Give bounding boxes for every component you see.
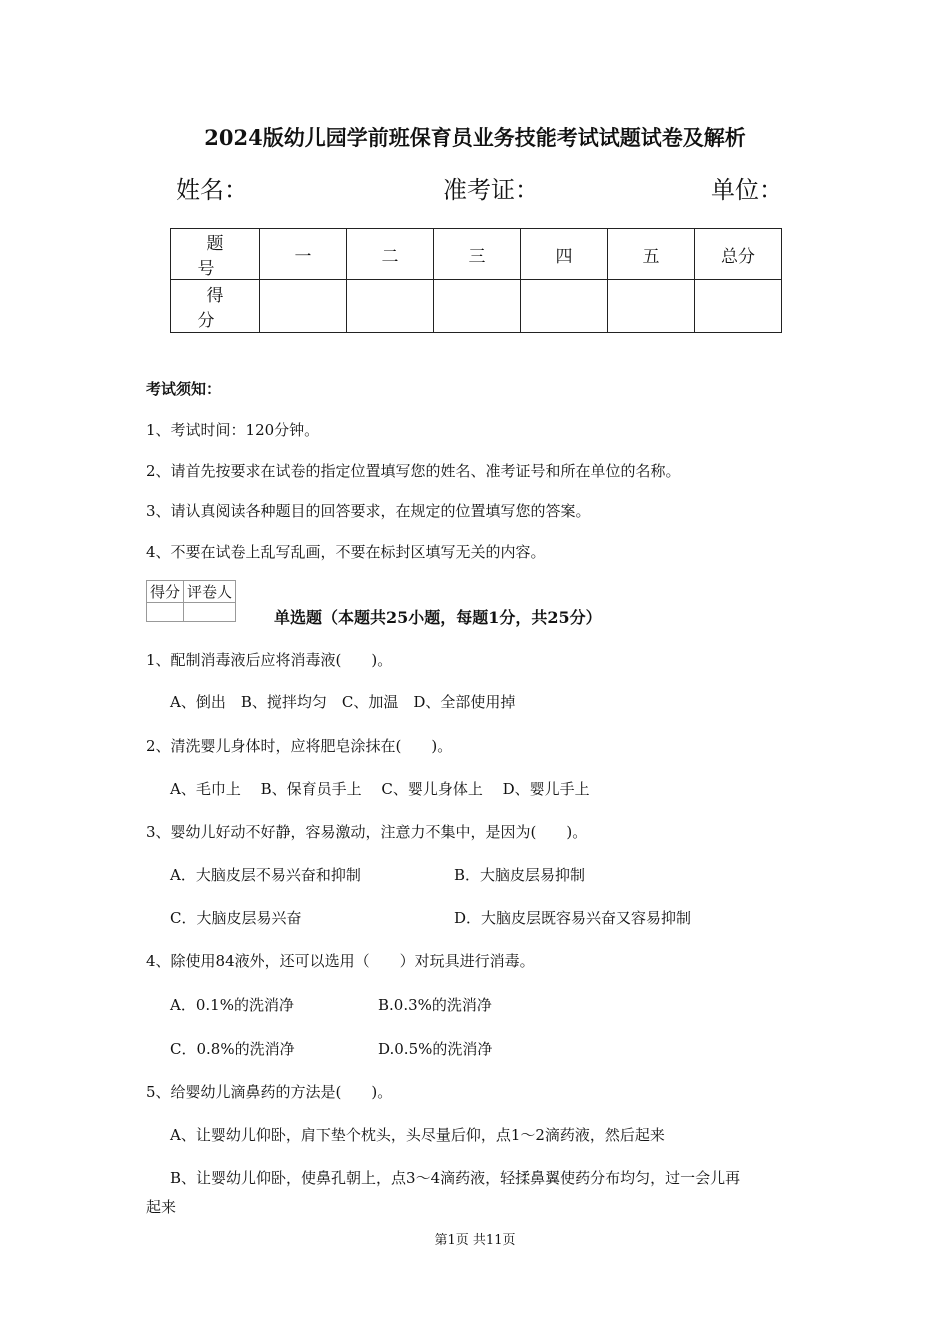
unit-label: 单位： (711, 176, 783, 204)
section-4-header: 四 (521, 229, 608, 280)
option-a: A、让婴幼儿仰卧，肩下垫个枕头，头尽量后仰，点1～2滴药液，然后起来 (170, 1126, 665, 1144)
score-cell[interactable] (695, 280, 782, 333)
section-1-header: 一 (260, 229, 347, 280)
option-a: A．大脑皮层不易兴奋和抑制 (170, 866, 361, 884)
total-score-header: 总分 (695, 229, 782, 280)
score-label: 得 分 (171, 280, 260, 333)
notice-item: 2、请首先按要求在试卷的指定位置填写您的姓名、准考证号和所在单位的名称。 (146, 462, 681, 480)
score-row (171, 280, 782, 333)
section-title: 单选题（本题共25小题，每题1分，共25分） (274, 608, 602, 627)
question-options: A、毛巾上 B、保育员手上 C、婴儿身体上 D、婴儿手上 (170, 780, 590, 798)
grader-name-cell[interactable] (184, 603, 236, 622)
section-5-header: 五 (608, 229, 695, 280)
score-cell[interactable] (434, 280, 521, 333)
option-b-continued: 起来 (146, 1198, 177, 1216)
option-b: B.0.3%的洗消净 (378, 996, 492, 1014)
grader-score-label: 得分 (147, 581, 184, 603)
notice-item: 4、不要在试卷上乱写乱画，不要在标封区填写无关的内容。 (146, 543, 546, 561)
question-stem: 5、给婴幼儿滴鼻药的方法是( )。 (146, 1083, 393, 1101)
grader-box (146, 580, 236, 622)
option-b: B、让婴幼儿仰卧，使鼻孔朝上，点3～4滴药液，轻揉鼻翼使药分布均匀，过一会儿再 (170, 1169, 741, 1187)
score-table-header-row (171, 229, 782, 280)
score-cell[interactable] (608, 280, 695, 333)
question-stem: 2、清洗婴儿身体时，应将肥皂涂抹在( )。 (146, 737, 453, 755)
name-label: 姓名： (176, 176, 248, 204)
score-table (170, 228, 782, 333)
question-number-label: 题 号 (171, 229, 260, 280)
section-3-header: 三 (434, 229, 521, 280)
notice-item: 1、考试时间：120分钟。 (146, 421, 320, 439)
option-a: A．0.1%的洗消净 (170, 996, 294, 1014)
score-cell[interactable] (521, 280, 608, 333)
option-d: D．大脑皮层既容易兴奋又容易抑制 (454, 909, 692, 927)
question-stem: 3、婴幼儿好动不好静，容易激动，注意力不集中，是因为( )。 (146, 823, 588, 841)
option-c: C．大脑皮层易兴奋 (170, 909, 302, 927)
question-stem: 1、配制消毒液后应将消毒液( )。 (146, 651, 393, 669)
score-cell[interactable] (347, 280, 434, 333)
grader-score-cell[interactable] (147, 603, 184, 622)
notice-item: 3、请认真阅读各种题目的回答要求，在规定的位置填写您的答案。 (146, 502, 591, 520)
option-c: C．0.8%的洗消净 (170, 1040, 295, 1058)
exam-number-label: 准考证： (443, 176, 539, 204)
question-stem: 4、除使用84液外，还可以选用（ ）对玩具进行消毒。 (146, 952, 535, 970)
section-2-header: 二 (347, 229, 434, 280)
question-options: A、倒出 B、搅拌均匀 C、加温 D、全部使用掉 (170, 693, 516, 711)
grader-name-label: 评卷人 (184, 581, 236, 603)
option-d: D.0.5%的洗消净 (378, 1040, 493, 1058)
notice-heading: 考试须知： (146, 380, 222, 398)
page-title: 2024版幼儿园学前班保育员业务技能考试试题试卷及解析 (204, 125, 746, 150)
page-footer: 第1页 共11页 (434, 1233, 516, 1248)
option-b: B．大脑皮层易抑制 (454, 866, 586, 884)
